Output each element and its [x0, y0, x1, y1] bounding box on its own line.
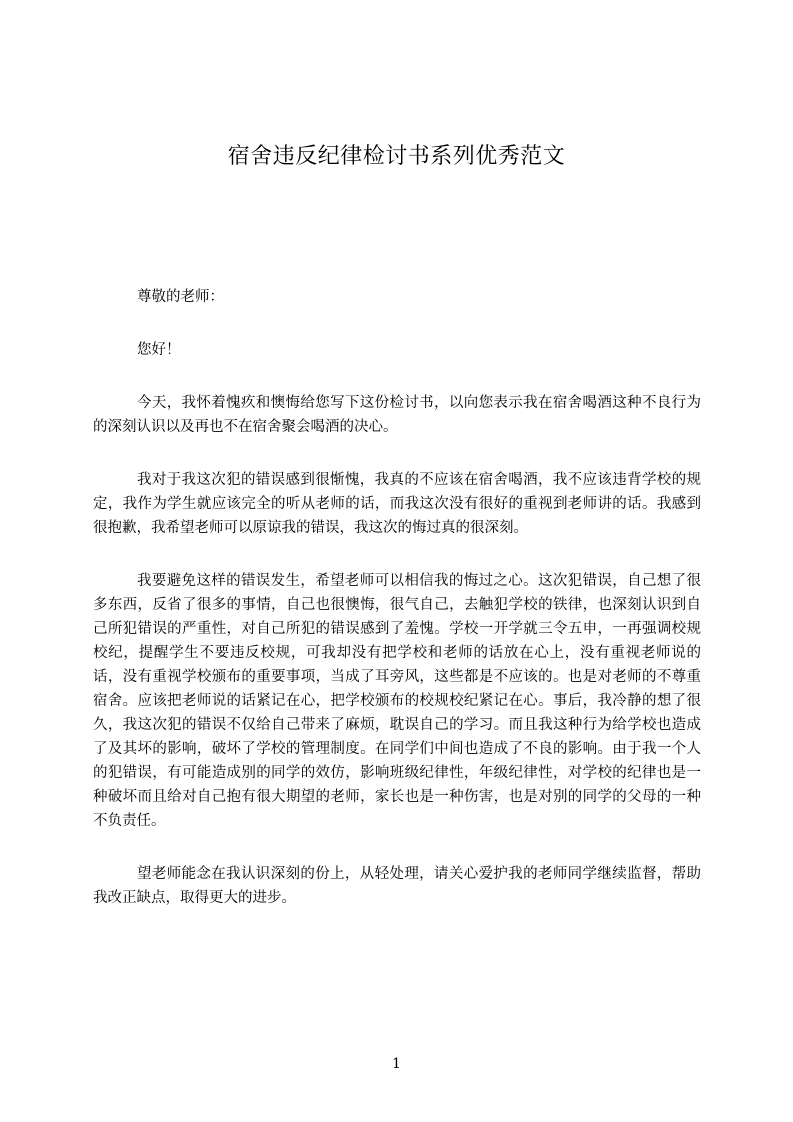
document-title: 宿舍违反纪律检讨书系列优秀范文 — [227, 144, 566, 169]
paragraph: 今天，我怀着愧疚和懊悔给您写下这份检讨书，以向您表示我在宿舍喝酒这种不良行为的深刻认识以及再也不在宿舍聚会喝酒的决心。 — [93, 395, 701, 435]
paragraph: 望老师能念在我认识深刻的份上，从轻处理，请关心爱护我的老师同学继续监督，帮助我改正缺点，取得更大的进步。 — [93, 866, 701, 906]
paragraph: 我对于我这次犯的错误感到很惭愧，我真的不应该在宿舍喝酒，我不应该违背学校的规定，我作为学生就应该完全的听从老师的话，而我这次没有很好的重视到老师讲的话。我感到很抱歉，我希望老师可以原谅我的错误，我这次的悔过真的很深刻。 — [93, 472, 701, 536]
page-number: 1 — [392, 1056, 401, 1072]
document-body — [93, 285, 701, 939]
salutation: 尊敬的老师： — [137, 289, 224, 305]
paragraph: 我要避免这样的错误发生，希望老师可以相信我的悔过之心。这次犯错误，自己想了很多东西，反省了很多的事情，自己也很懊悔，很气自己，去触犯学校的铁律，也深刻认识到自己所犯错误的严重性，对自己所犯的错误感到了羞愧。学校一开学就三令五申，一再强调校规校纪，提醒学生不要违反校规，可我却没有把学校和老师的话放在心上，没有重视老师说的话，没有重视学校颁布的重要事项，当成了耳旁风，这些都是不应该的。也是对老师的不尊重宿舍。应该把老师说的话紧记在心，把学校颁布的校规校纪紧记在心。事后，我冷静的想了很久，我这次犯的错误不仅给自己带来了麻烦，耽误自己的学习。而且我这种行为给学校也造成了及其坏的影响，破坏了学校的管理制度。在同学们中间也造成了不良的影响。由于我一个人的犯错误，有可能造成别的同学的效仿，影响班级纪律性，年级纪律性，对学校的纪律也是一种破坏而且给对自己抱有很大期望的老师，家长也是一种伤害，也是对别的同学的父母的一种不负责任。 — [93, 573, 701, 829]
greeting: 您好！ — [137, 342, 181, 358]
